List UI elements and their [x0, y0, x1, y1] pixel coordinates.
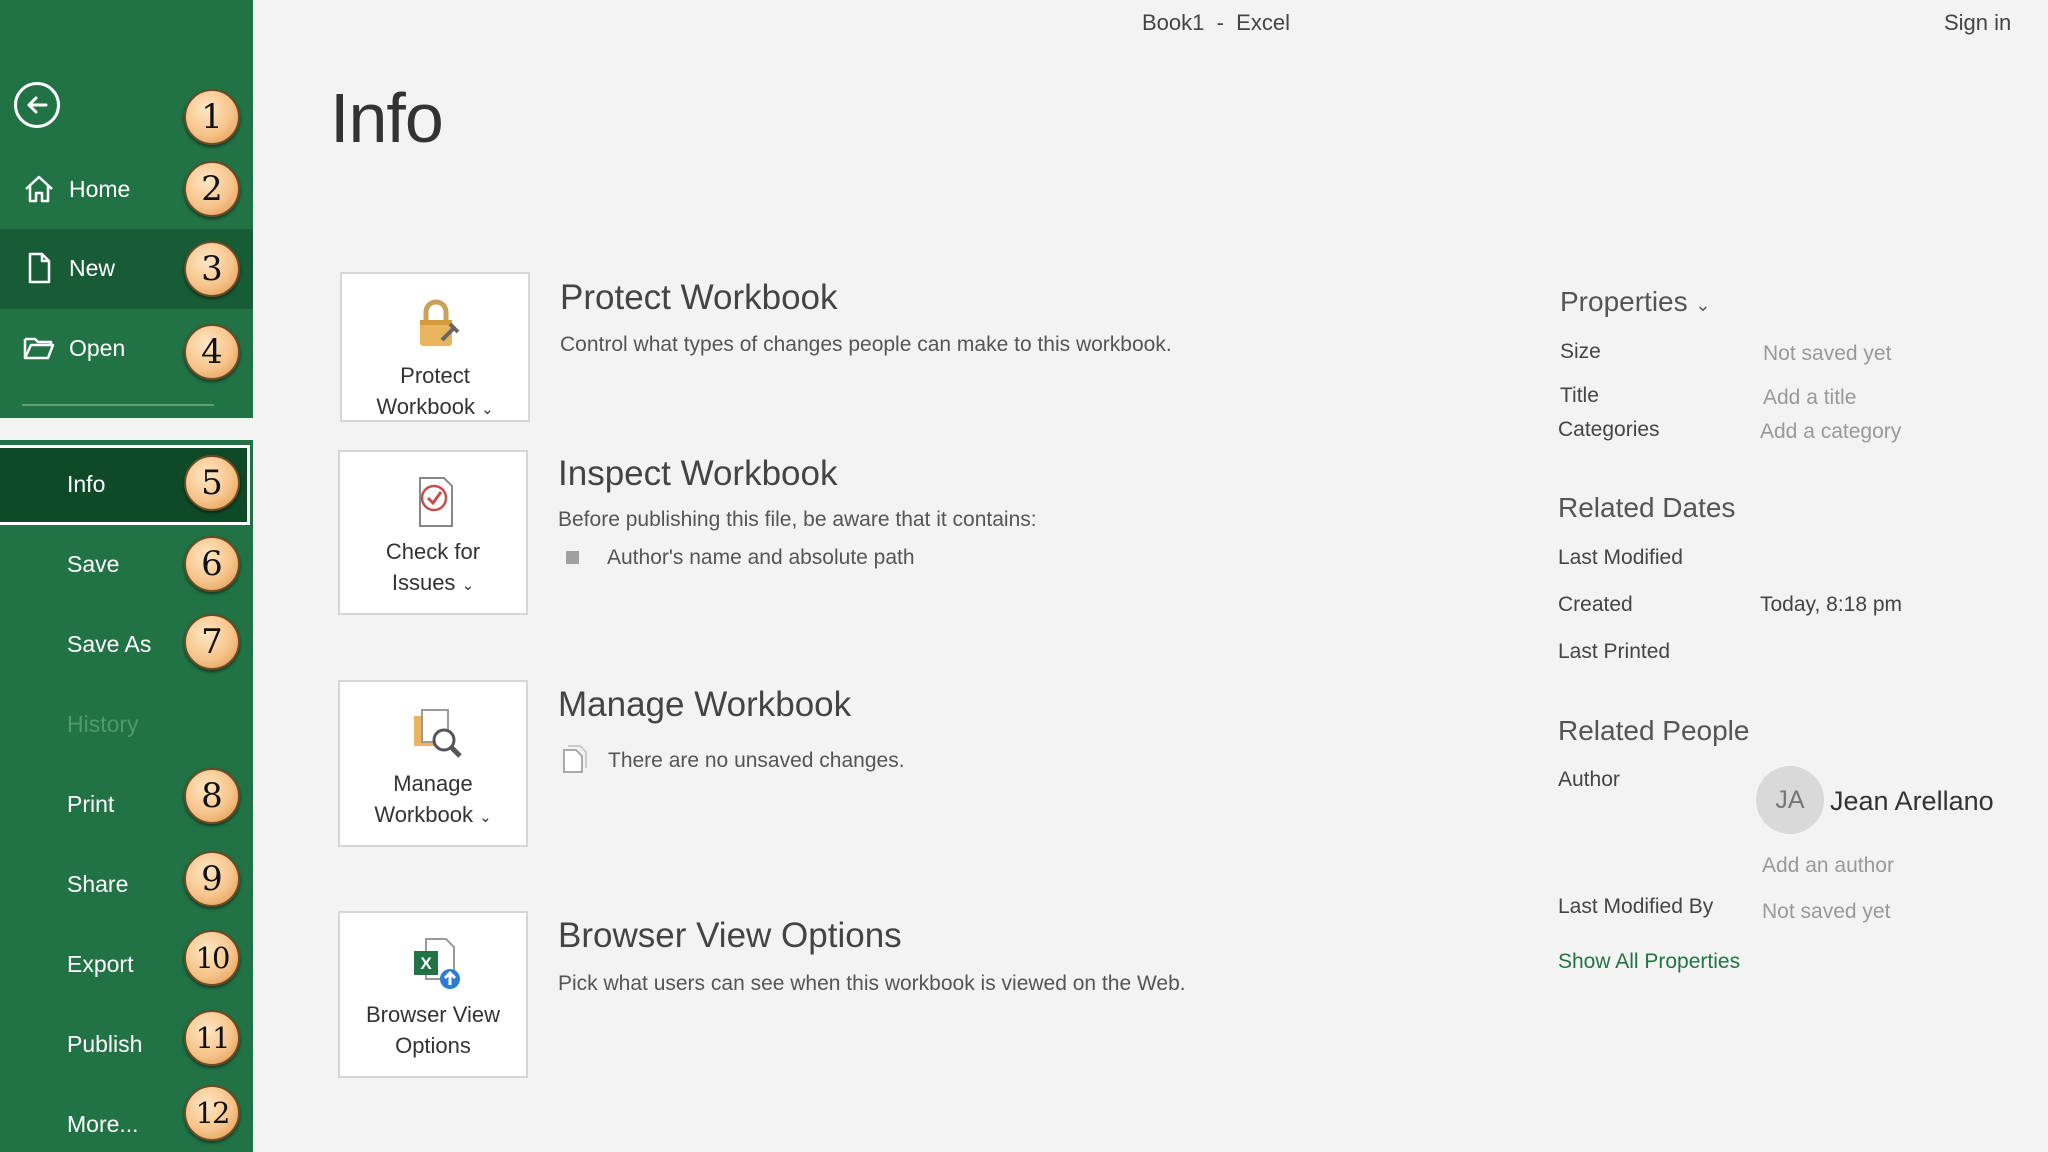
sidebar-item-label: Info — [67, 471, 106, 497]
show-all-properties-link[interactable]: Show All Properties — [1558, 950, 1741, 973]
title-label: Title — [1560, 384, 1599, 407]
sidebar-item-label: Publish — [67, 1031, 143, 1057]
author-label: Author — [1558, 768, 1620, 791]
avatar: JA — [1756, 766, 1824, 834]
sidebar-item-label: Share — [67, 871, 129, 897]
new-file-icon — [22, 251, 56, 285]
back-arrow-icon[interactable] — [14, 82, 60, 128]
chevron-down-icon: ⌄ — [481, 401, 494, 418]
tile-label-line1: Protect — [400, 363, 470, 388]
manage-workbook-icon — [406, 704, 464, 762]
inspect-bullet-text: Author's name and absolute path — [607, 546, 915, 569]
backstage-sidebar — [0, 0, 253, 1152]
last-modified-by-value: Not saved yet — [1762, 900, 1891, 923]
sidebar-item-label: Print — [67, 791, 115, 817]
sidebar-item-label: Save — [67, 551, 120, 577]
author-name[interactable]: Jean Arellano — [1830, 786, 1994, 816]
title-field[interactable]: Add a title — [1763, 386, 1857, 409]
last-modified-by-label: Last Modified By — [1558, 895, 1714, 918]
browser-view-options-button[interactable] — [338, 911, 528, 1078]
callout-badge: 7 — [184, 614, 240, 670]
size-label: Size — [1560, 340, 1601, 363]
callout-badge: 3 — [184, 241, 240, 297]
inspect-workbook-title: Inspect Workbook — [558, 454, 838, 493]
sidebar-gap — [0, 418, 253, 440]
inspect-checklist-icon — [406, 472, 464, 530]
protect-workbook-button[interactable] — [340, 272, 530, 422]
size-value: Not saved yet — [1763, 342, 1892, 365]
manage-workbook-title: Manage Workbook — [558, 685, 852, 724]
add-author-field[interactable]: Add an author — [1762, 854, 1894, 877]
callout-badge: 10 — [184, 930, 240, 986]
inspect-workbook-desc: Before publishing this file, be aware that it contains: — [558, 508, 1037, 531]
tile-label-line1: Manage — [393, 771, 473, 796]
document-icon — [558, 744, 590, 776]
callout-badge: 2 — [184, 161, 240, 217]
svg-text:X: X — [420, 954, 432, 973]
sidebar-item-label: Open — [69, 335, 126, 361]
check-for-issues-button[interactable] — [338, 450, 528, 615]
sidebar-item-label: Save As — [67, 631, 152, 657]
related-people-heading: Related People — [1558, 715, 1750, 746]
tile-label-line2: Issues ⌄ — [391, 570, 475, 595]
tile-label-line2: Workbook ⌄ — [376, 394, 494, 419]
last-modified-label: Last Modified — [1558, 546, 1683, 569]
sidebar-item-label: Home — [69, 176, 131, 202]
last-printed-label: Last Printed — [1558, 640, 1671, 663]
callout-badge: 11 — [184, 1010, 240, 1066]
sidebar-item-label: More... — [67, 1111, 139, 1137]
manage-workbook-desc: There are no unsaved changes. — [608, 749, 905, 772]
callout-badge: 8 — [184, 768, 240, 824]
sidebar-divider — [22, 404, 214, 406]
chevron-down-icon: ⌄ — [479, 809, 492, 826]
sidebar-item-label: History — [67, 711, 139, 737]
browser-view-options-title: Browser View Options — [558, 916, 902, 955]
home-icon — [22, 172, 56, 206]
callout-badge: 4 — [184, 324, 240, 380]
tile-label-line2: Workbook ⌄ — [374, 802, 492, 827]
sidebar-item-label: New — [69, 255, 116, 281]
chevron-down-icon: ⌄ — [1695, 295, 1711, 315]
callout-badge: 5 — [184, 455, 240, 511]
lock-icon — [408, 296, 466, 354]
tile-label-line1: Check for — [385, 539, 481, 564]
protect-workbook-title: Protect Workbook — [560, 278, 838, 317]
properties-dropdown[interactable]: Properties ⌄ — [1560, 286, 1711, 317]
protect-workbook-desc: Control what types of changes people can make to this workbook. — [560, 333, 1172, 356]
callout-badge: 12 — [184, 1085, 240, 1141]
sidebar-item-history — [0, 685, 253, 765]
callout-badge: 6 — [184, 536, 240, 592]
sidebar-item-label: Export — [67, 951, 134, 977]
categories-field[interactable]: Add a category — [1760, 420, 1902, 443]
window-title: Book1 - Excel — [1142, 10, 1290, 35]
created-label: Created — [1558, 593, 1633, 616]
browser-view-options-desc: Pick what users can see when this workbook is viewed on the Web. — [558, 972, 1186, 995]
callout-badge: 1 — [184, 89, 240, 145]
open-folder-icon — [22, 331, 56, 365]
page-title: Info — [330, 79, 443, 157]
created-value: Today, 8:18 pm — [1760, 593, 1903, 616]
sign-in-link[interactable]: Sign in — [1944, 10, 2012, 35]
categories-label: Categories — [1558, 418, 1660, 441]
tile-label-line1: Browser View — [365, 1002, 501, 1027]
excel-browser-icon — [406, 935, 464, 993]
related-dates-heading: Related Dates — [1558, 492, 1736, 523]
bullet-icon — [566, 551, 579, 564]
callout-badge: 9 — [184, 851, 240, 907]
chevron-down-icon: ⌄ — [461, 577, 475, 594]
manage-workbook-button[interactable] — [338, 680, 528, 847]
tile-label-line2: Options — [395, 1033, 471, 1058]
